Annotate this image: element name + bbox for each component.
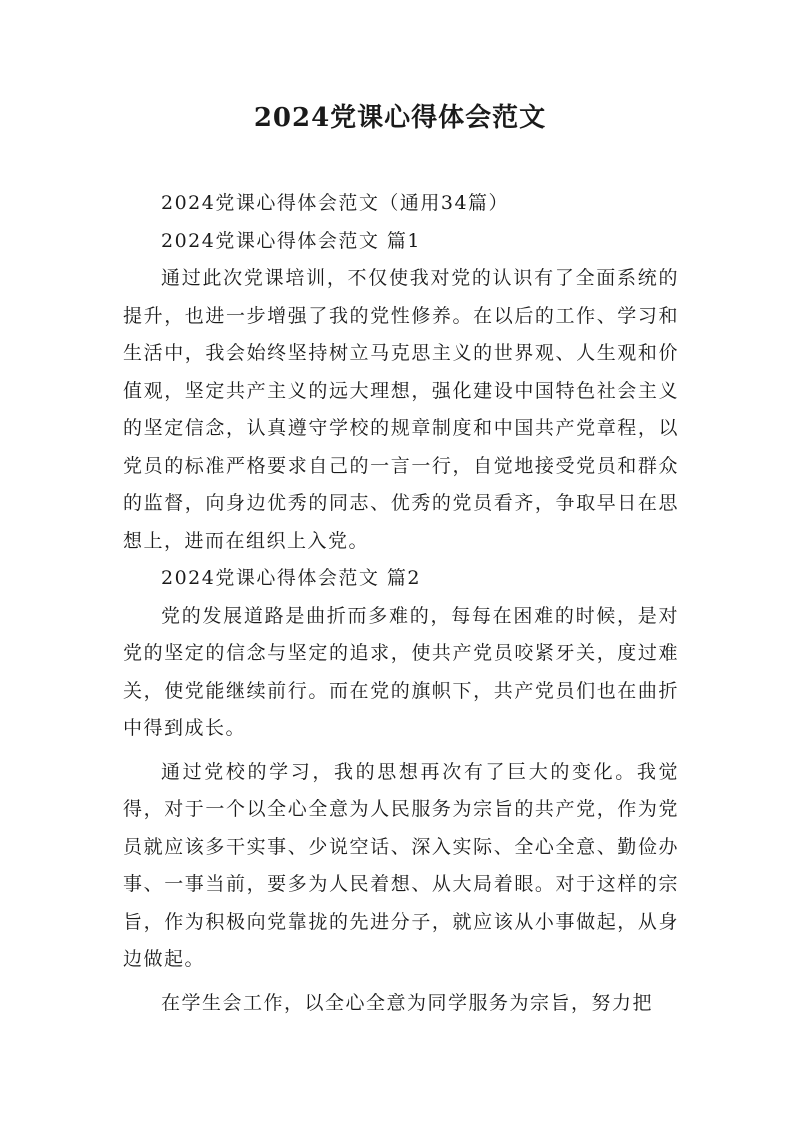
subtitle-paragraph: 2024党课心得体会范文（通用34篇） xyxy=(161,192,510,214)
body-paragraph: 通过此次党课培训，不仅使我对党的认识有了全面系统的提升，也进一步增强了我的党性修养。在以后的工作、学习和生活中，我会始终坚持树立马克思主义的世界观、人生观和价值观，坚定共产主义的远大理想，强化建设中国特色社会主义的坚定信念，认真遵守学校的规章制度和中国共产党章程，以党员的标准严格要求自己的一言一行，自觉地接受党员和群众的监督，向身边优秀的同志、优秀的党员看齐，争取早日在思想上，进而在组织上入党。 xyxy=(123,267,679,552)
section-heading-2: 2024党课心得体会范文 篇2 xyxy=(161,567,421,589)
body-paragraph: 通过党校的学习，我的思想再次有了巨大的变化。我觉得，对于一个以全心全意为人民服务为宗旨的共产党，作为党员就应该多干实事、少说空话、深入实际、全心全意、勤俭办事、一事当前，要多为人民着想、从大局着眼。对于这样的宗旨，作为积极向党靠拢的先进分子，就应该从小事做起，从身边做起。 xyxy=(123,760,679,970)
document-title: 2024党课心得体会范文 xyxy=(253,103,547,133)
document-body xyxy=(123,185,679,1022)
body-paragraph: 在学生会工作，以全心全意为同学服务为宗旨，努力把 xyxy=(161,991,654,1014)
section-heading-1: 2024党课心得体会范文 篇1 xyxy=(161,229,421,252)
body-paragraph: 党的发展道路是曲折而多难的，每每在困难的时候，是对党的坚定的信念与坚定的追求，使共产党员咬紧牙关，度过难关，使党能继续前行。而在党的旗帜下，共产党员们也在曲折中得到成长。 xyxy=(123,604,679,739)
